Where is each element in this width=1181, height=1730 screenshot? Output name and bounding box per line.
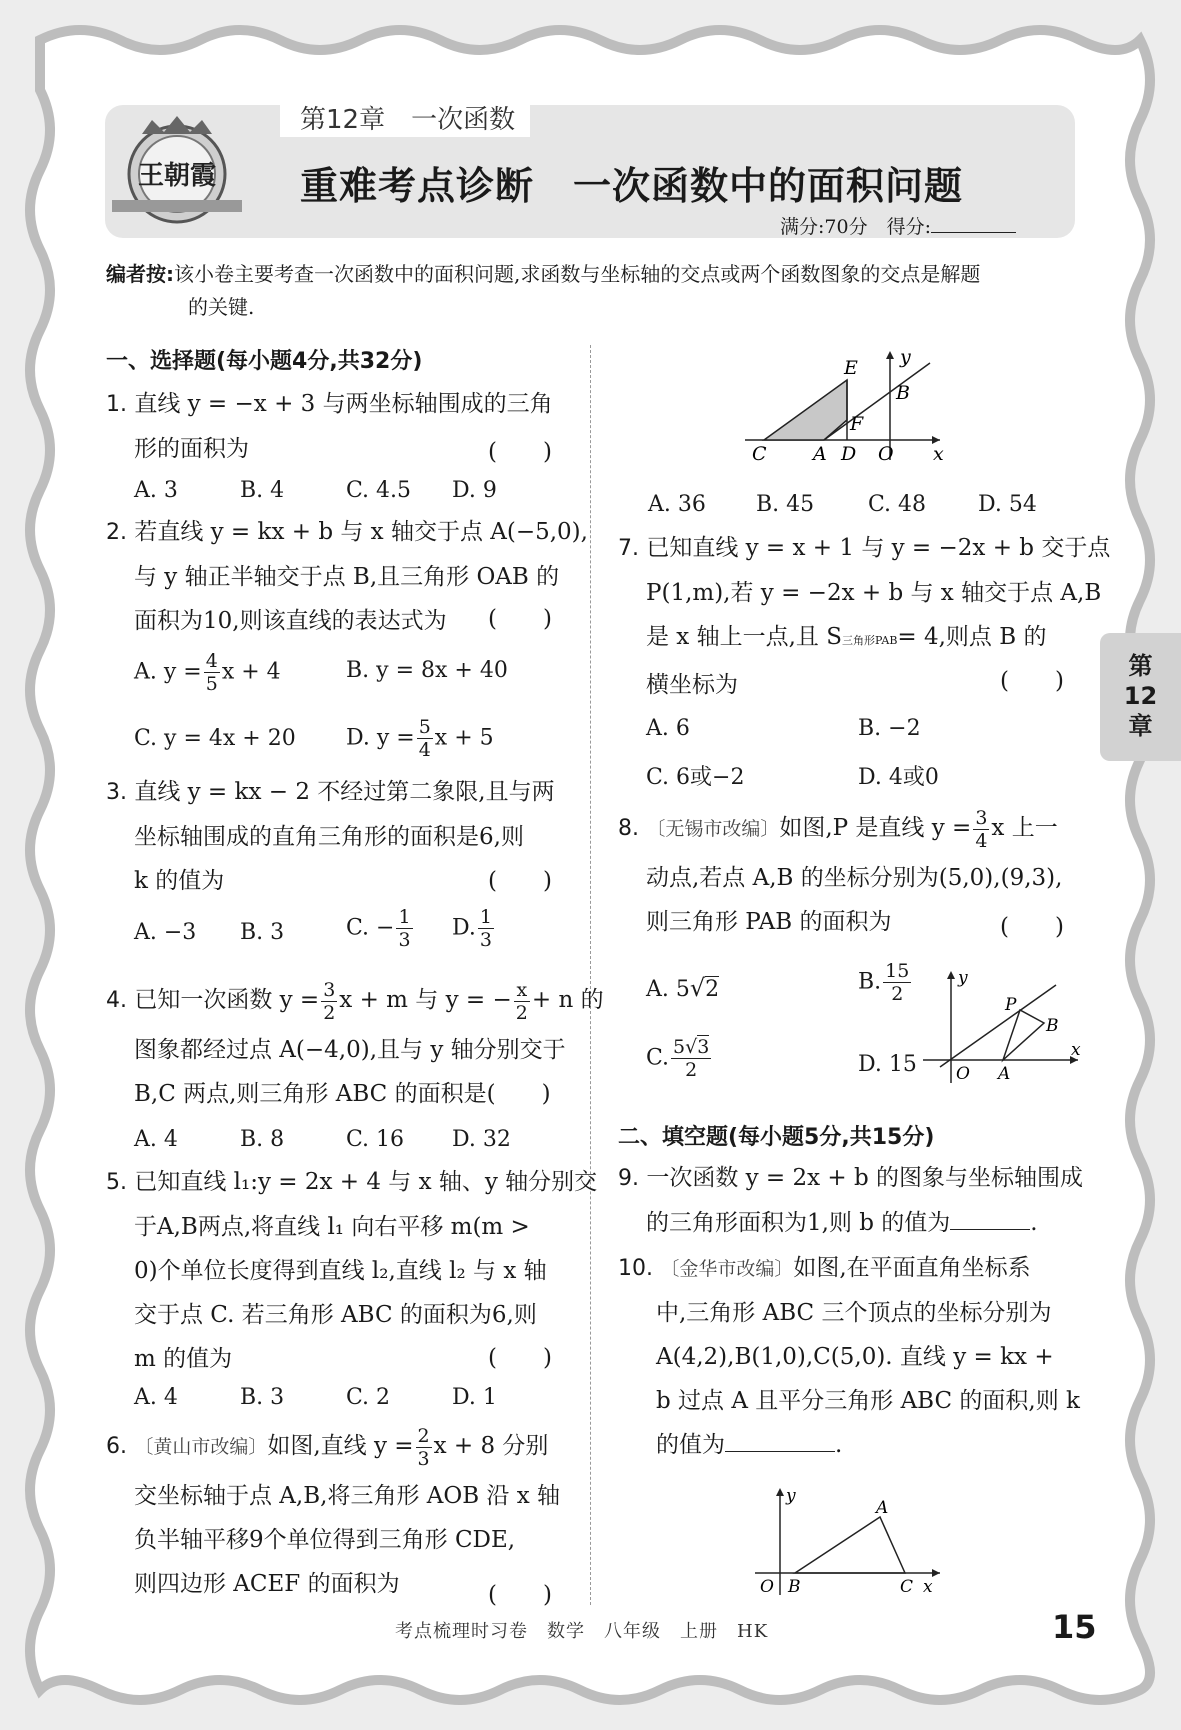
question-text: P(1,m),若 y = −2x + b 与 x 轴交于点 A,B: [646, 580, 1102, 606]
label-D: D: [841, 443, 857, 465]
option-c[interactable]: C. 2: [346, 1385, 391, 1410]
label-x: x: [923, 1577, 933, 1597]
option-c[interactable]: C. y = 4x + 20: [134, 726, 296, 751]
label-x: x: [933, 443, 944, 465]
option-c[interactable]: C. 6或−2: [646, 765, 745, 790]
question-text: 则三角形 PAB 的面积为: [646, 908, 892, 935]
answer-paren[interactable]: ( ): [488, 439, 552, 465]
option-d[interactable]: D. $\frac{1}{3}$: [452, 906, 492, 951]
option-c[interactable]: C. $\frac{5√3}{2}$: [646, 1036, 710, 1081]
label-B: B: [788, 1577, 801, 1597]
option-b[interactable]: B. 4: [240, 478, 285, 503]
question-8: 8. 〔无锡市改编〕如图,P 是直线 y = $\frac{3}{4}$ x 上一 动点,若点 A,B 的坐标分别为(5,0),(9,3), 则三角形 PAB 的面积为: [618, 806, 1062, 944]
q6-figure: [740, 345, 950, 465]
label-F: F: [850, 413, 864, 435]
option-a[interactable]: A. y = $\frac{4}{5}$ x + 4: [134, 650, 281, 695]
subscript: 三角形PAB: [841, 634, 898, 647]
answer-blank[interactable]: [950, 1229, 1030, 1230]
score-blank[interactable]: [931, 232, 1016, 233]
option-a[interactable]: A. 6: [646, 716, 690, 741]
question-text: B,C 两点,则三角形 ABC 的面积是( ): [134, 1080, 551, 1107]
answer-paren[interactable]: ( ): [488, 1582, 552, 1608]
question-number: 1.: [106, 392, 127, 417]
q8-figure: [918, 965, 1088, 1085]
option-d[interactable]: D. 9: [452, 478, 497, 503]
question-text: 已知直线 l₁:y = 2x + 4 与 x 轴、y 轴分别交: [134, 1169, 598, 1195]
question-6: 6. 〔黄山市改编〕如图,直线 y = $\frac{2}{3}$ x + 8 分别 交坐标轴于点 A,B,将三角形 AOB 沿 x 轴 负半轴平移9个单位得到三角形 CDE, 则四边形 ACEF 的面积为: [106, 1424, 560, 1606]
question-text: 直线 y = kx − 2 不经过第二象限,且与两: [134, 779, 555, 805]
option-d[interactable]: D. 1: [452, 1385, 497, 1410]
question-number: 8.: [618, 816, 639, 841]
label-P: P: [1005, 995, 1017, 1015]
label-A: A: [813, 443, 827, 465]
question-text: 横坐标为: [646, 672, 738, 698]
question-10: 10. 〔金华市改编〕如图,在平面直角坐标系 中,三角形 ABC 三个顶点的坐标分别为 A(4,2),B(1,0),C(5,0). 直线 y = kx + b 过点 A 且平分三角形 ABC 的面积,则 k 的值为 .: [618, 1255, 1080, 1458]
q6-option-a[interactable]: A. 36: [648, 492, 706, 517]
question-text: 形的面积为: [134, 436, 249, 462]
section-title-choice: 一、选择题(每小题4分,共32分): [106, 349, 423, 374]
source-tag: 〔黄山市改编〕: [134, 1436, 268, 1458]
page-title: 重难考点诊断 一次函数中的面积问题: [300, 164, 964, 208]
option-a[interactable]: A. −3: [134, 920, 197, 945]
question-text: 图象都经过点 A(−4,0),且与 y 轴分别交于: [134, 1036, 566, 1063]
question-7: 7. 已知直线 y = x + 1 与 y = −2x + b 交于点 P(1,m),若 y = −2x + b 与 x 轴交于点 A,B 是 x 轴上一点,且 S三角形PAB= 4,则点 B 的 横坐标为: [618, 526, 1110, 707]
option-a[interactable]: A. 5√2: [646, 974, 720, 1002]
question-text: 一次函数 y = 2x + b 的图象与坐标轴围成: [646, 1165, 1084, 1191]
option-a[interactable]: A. 4: [134, 1127, 178, 1152]
question-9: 9. 一次函数 y = 2x + b 的图象与坐标轴围成 的三角形面积为1,则 b 的值为 .: [618, 1165, 1084, 1236]
question-text: 交坐标轴于点 A,B,将三角形 AOB 沿 x 轴: [134, 1482, 561, 1509]
section-title-fill: 二、填空题(每小题5分,共15分): [618, 1125, 935, 1150]
label-C: C: [900, 1577, 914, 1597]
question-text: 的值为: [656, 1432, 725, 1458]
option-b[interactable]: B. −2: [858, 716, 921, 741]
side-tab-line: 第: [1128, 652, 1153, 680]
answer-paren[interactable]: ( ): [1000, 914, 1064, 940]
label-O: O: [760, 1577, 774, 1597]
question-text: 与 y 轴正半轴交于点 B,且三角形 OAB 的: [134, 564, 560, 590]
option-b[interactable]: B. 3: [240, 920, 285, 945]
logo-text: 王朝霞: [137, 161, 217, 191]
option-d[interactable]: D. 32: [452, 1127, 511, 1152]
option-c[interactable]: C. − $\frac{1}{3}$: [346, 906, 411, 951]
side-tab-line: 12: [1123, 682, 1158, 710]
note-text-2: 的关键.: [188, 295, 255, 319]
option-a[interactable]: A. 4: [134, 1385, 178, 1410]
option-b[interactable]: B. $\frac{15}{2}$: [858, 960, 910, 1005]
label-A: A: [998, 1064, 1011, 1084]
question-text: 的三角形面积为1,则 b 的值为: [646, 1210, 951, 1236]
label-E: E: [844, 357, 858, 379]
publisher-logo: [112, 112, 242, 230]
note-label: 编者按:: [106, 262, 174, 286]
option-d[interactable]: D. y = $\frac{5}{4}$ x + 5: [346, 716, 494, 761]
label-O: O: [878, 443, 894, 465]
source-tag: 〔无锡市改编〕: [646, 818, 780, 840]
question-1: [106, 382, 553, 471]
question-text: 负半轴平移9个单位得到三角形 CDE,: [134, 1526, 516, 1553]
label-B: B: [896, 382, 910, 404]
question-text: 中,三角形 ABC 三个顶点的坐标分别为: [656, 1300, 1052, 1326]
option-b[interactable]: B. 3: [240, 1385, 285, 1410]
answer-paren[interactable]: ( ): [488, 1345, 552, 1371]
page-number: 15: [1052, 1608, 1097, 1646]
column-divider: [590, 345, 591, 1605]
source-tag: 〔金华市改编〕: [660, 1258, 794, 1280]
question-number: 10.: [618, 1256, 653, 1281]
answer-paren[interactable]: ( ): [488, 606, 552, 632]
chapter-side-tab: [1100, 633, 1181, 761]
label-x: x: [1071, 1040, 1081, 1060]
question-text: 动点,若点 A,B 的坐标分别为(5,0),(9,3),: [646, 864, 1063, 891]
answer-blank[interactable]: [725, 1451, 835, 1452]
label-y: y: [958, 968, 968, 988]
side-tab-line: 章: [1128, 712, 1153, 740]
question-text: 若直线 y = kx + b 与 x 轴交于点 A(−5,0),: [134, 519, 588, 545]
option-c[interactable]: C. 4.5: [346, 478, 412, 503]
answer-paren[interactable]: ( ): [488, 868, 552, 894]
question-text: b 过点 A 且平分三角形 ABC 的面积,则 k: [656, 1388, 1080, 1414]
question-number: 5.: [106, 1170, 127, 1195]
label-C: C: [752, 443, 767, 465]
q6-option-b[interactable]: B. 45: [756, 492, 815, 517]
score-text: 满分:70分 得分:: [780, 216, 931, 238]
question-number: 7.: [618, 536, 639, 561]
editor-note: [106, 258, 1081, 324]
question-text: 则四边形 ACEF 的面积为: [134, 1570, 400, 1597]
option-c[interactable]: C. 16: [346, 1127, 405, 1152]
question-number: 6.: [106, 1434, 127, 1459]
label-y: y: [900, 346, 911, 368]
q6-option-c[interactable]: C. 48: [868, 492, 927, 517]
question-text: k 的值为: [134, 868, 225, 894]
question-text: 于A,B两点,将直线 l₁ 向右平移 m(m >: [134, 1214, 530, 1240]
question-number: 2.: [106, 520, 127, 545]
option-d[interactable]: D. 15: [858, 1052, 917, 1077]
question-number: 4.: [106, 988, 127, 1013]
question-4: 4. 已知一次函数 y = $\frac{3}{2}$ x + m 与 y = − $\frac{x}{2}$ + n 的 图象都经过点 A(−4,0),且与 y 轴分别交于 B,C 两点,则三角形 ABC 的面积是( ): [106, 978, 604, 1116]
question-text: 0)个单位长度得到直线 l₂,直线 l₂ 与 x 轴: [134, 1258, 547, 1284]
question-text: A(4,2),B(1,0),C(5,0). 直线 y = kx +: [656, 1344, 1054, 1370]
option-b[interactable]: B. y = 8x + 40: [346, 658, 508, 683]
answer-paren[interactable]: ( ): [1000, 668, 1064, 694]
label-A: A: [876, 1498, 889, 1518]
footer-text: 考点梳理时习卷 数学 八年级 上册 HK: [395, 1621, 769, 1642]
question-text: 已知直线 y = x + 1 与 y = −2x + b 交于点: [646, 535, 1111, 561]
score-line: [780, 212, 1016, 239]
note-text-1: 该小卷主要考查一次函数中的面积问题,求函数与坐标轴的交点或两个函数图象的交点是解题: [174, 262, 981, 286]
question-text: 坐标轴围成的直角三角形的面积是6,则: [134, 824, 524, 850]
question-text: 面积为10,则该直线的表达式为: [134, 608, 447, 634]
question-text: 如图,在平面直角坐标系: [793, 1255, 1031, 1281]
label-O: O: [956, 1064, 970, 1084]
q10-figure: [750, 1485, 950, 1600]
option-b[interactable]: B. 8: [240, 1127, 285, 1152]
label-y: y: [786, 1486, 796, 1506]
chapter-label: 第12章 一次函数: [280, 103, 530, 137]
option-d[interactable]: D. 4或0: [858, 765, 939, 790]
question-number: 9.: [618, 1166, 639, 1191]
question-text: 直线 y = −x + 3 与两坐标轴围成的三角: [134, 391, 553, 417]
label-B: B: [1046, 1016, 1059, 1036]
question-text: 交于点 C. 若三角形 ABC 的面积为6,则: [134, 1302, 537, 1328]
q6-option-d[interactable]: D. 54: [978, 492, 1037, 517]
question-text: m 的值为: [134, 1346, 233, 1372]
question-number: 3.: [106, 780, 127, 805]
option-a[interactable]: A. 3: [134, 478, 178, 503]
